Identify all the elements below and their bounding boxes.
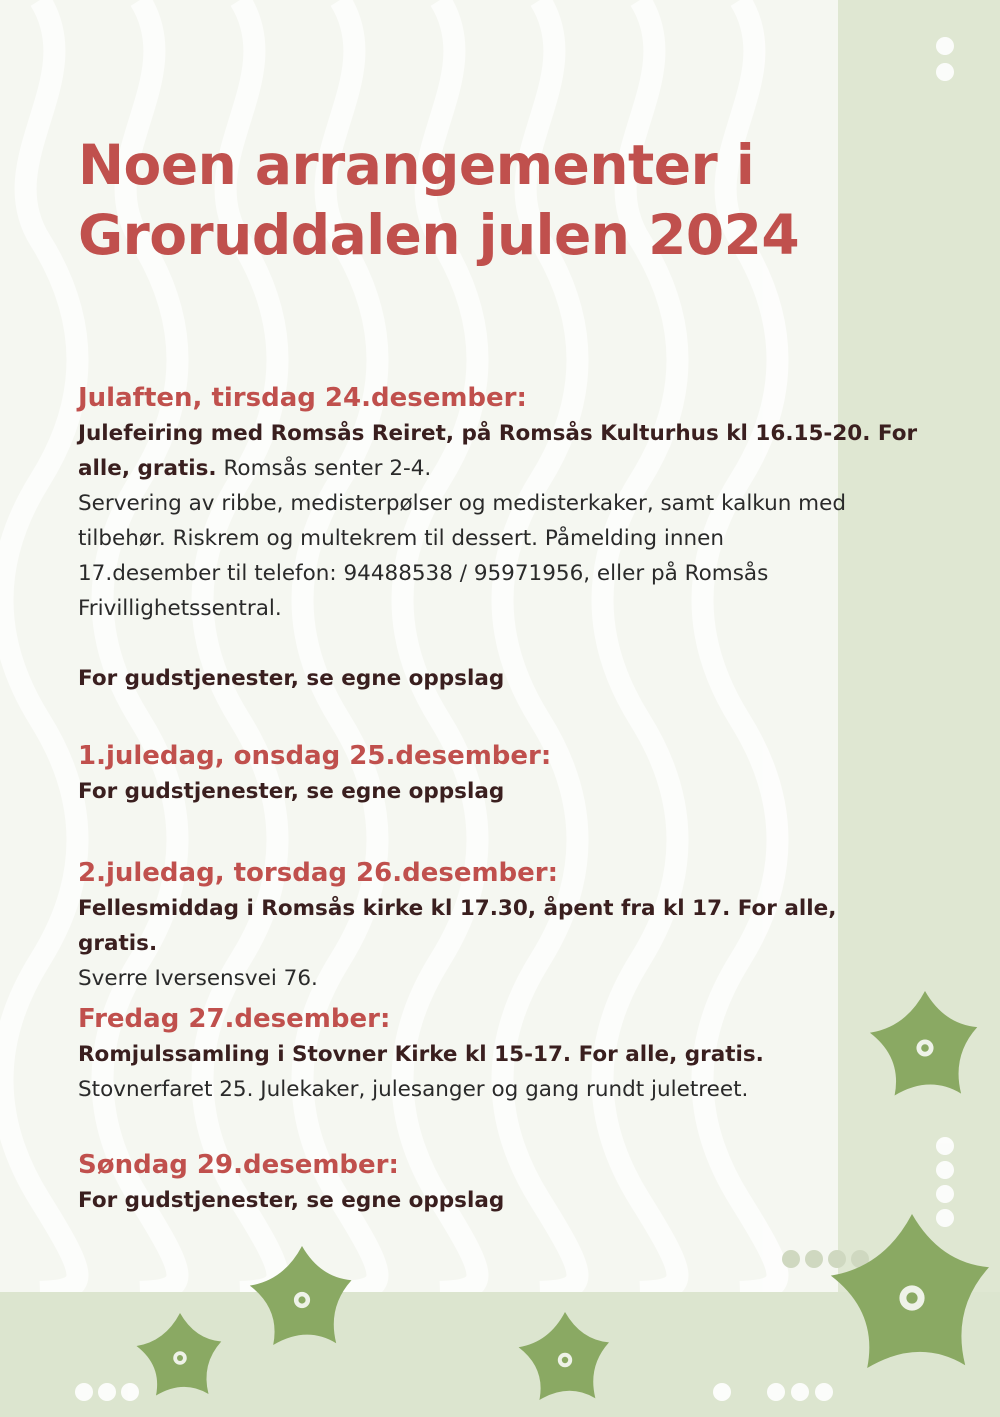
event-line: Frivillighetssentral. <box>78 596 282 621</box>
page-title <box>78 130 918 270</box>
event-line: Servering av ribbe, medisterpølser og medisterkaker, samt kalkun med <box>78 491 846 516</box>
event-line: Romjulssamling i Stovner Kirke kl 15-17. For alle, gratis. <box>78 1042 764 1067</box>
service-note: For gudstjenester, se egne oppslag <box>78 666 505 691</box>
section-heading: Søndag 29.desember: <box>78 1150 399 1180</box>
event-section-2-juledag <box>78 855 918 996</box>
event-line: 17.desember til telefon: 94488538 / 95971956, eller på Romsås <box>78 561 769 586</box>
event-line: Julefeiring med Romsås Reiret, på Romsås Kulturhus kl 16.15-20. For <box>78 421 918 446</box>
service-note: For gudstjenester, se egne oppslag <box>78 779 505 804</box>
event-line <box>78 451 918 486</box>
event-section-sondag <box>78 1147 918 1218</box>
event-section-1-juledag <box>78 738 918 809</box>
section-heading: Fredag 27.desember: <box>78 1004 391 1034</box>
event-section-fredag <box>78 1001 918 1107</box>
event-line: Stovnerfaret 25. Julekaker, julesanger og gang rundt juletreet. <box>78 1077 749 1102</box>
section-heading: 1.juledag, onsdag 25.desember: <box>78 741 552 771</box>
event-section-julaften <box>78 380 918 696</box>
section-heading: 2.juledag, torsdag 26.desember: <box>78 858 559 888</box>
event-line: tilbehør. Riskrem og multekrem til dessert. Påmelding innen <box>78 526 724 551</box>
event-address: Romsås senter 2-4. <box>216 456 432 481</box>
event-line: Fellesmiddag i Romsås kirke kl 17.30, åpent fra kl 17. For alle, gratis. <box>78 896 837 956</box>
event-title: alle, gratis. <box>78 456 217 481</box>
section-heading: Julaften, tirsdag 24.desember: <box>78 383 527 413</box>
service-note: For gudstjenester, se egne oppslag <box>78 1188 505 1213</box>
title-line: Noen arrangementer i <box>78 133 755 197</box>
title-line: Groruddalen julen 2024 <box>78 203 800 267</box>
document-content <box>78 130 918 1213</box>
event-line: Sverre Iversensvei 76. <box>78 966 318 991</box>
bottom-decor-band <box>0 1292 1000 1417</box>
